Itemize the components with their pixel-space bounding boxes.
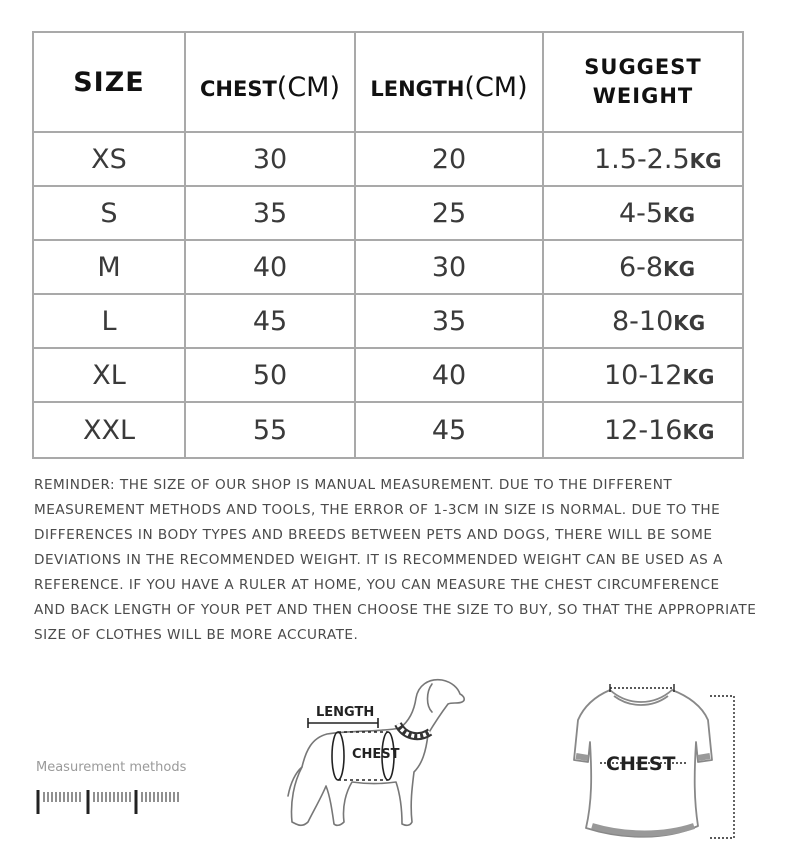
cell-length: 45: [356, 403, 544, 457]
cell-length: 20: [356, 133, 544, 187]
reminder-text: REMINDER: THE SIZE OF OUR SHOP IS MANUAL MEASUREMENT. DUE TO THE DIFFERENT MEASUREMENT METHODS AND TOOLS, THE ERROR OF 1-3CM IN SIZE IS NORMAL. DUE TO THE DIFFERENCES IN BODY TYPES AND BREEDS BETWEEN PETS AND DOGS, THERE WILL BE SOME DEVIATIONS IN THE RECOMMENDED WEIGHT. IT IS RECOMMENDED WEIGHT CAN BE USED AS A REFERENCE. IF YOU HAVE A RULER AT HOME, YOU CAN MEASURE THE CHEST CIRCUMFERENCE AND BACK LENGTH OF YOUR PET AND THEN CHOOSE THE SIZE TO BUY, SO THAT THE APPROPRIATE SIZE OF CLOTHES WILL BE MORE ACCURATE.: [34, 477, 757, 643]
cell-chest: 45: [186, 295, 356, 349]
cell-chest: 40: [186, 241, 356, 295]
cell-weight: 1.5-2.5KG: [544, 133, 742, 187]
cell-length: 25: [356, 187, 544, 241]
dog-measure-icon: [282, 672, 482, 842]
dog-chest-label: CHEST: [352, 747, 400, 762]
cell-size: S: [34, 187, 186, 241]
table-row: [34, 403, 742, 457]
table-row: [34, 295, 742, 349]
cell-size: XL: [34, 349, 186, 403]
shirt-chest-label: CHEST: [606, 753, 676, 775]
measurement-methods-label: Measurement methods: [36, 760, 187, 775]
cell-length: 30: [356, 241, 544, 295]
cell-weight: 4-5KG: [544, 187, 742, 241]
cell-chest: 35: [186, 187, 356, 241]
cell-chest: 50: [186, 349, 356, 403]
table-row: [34, 241, 742, 295]
cell-size: M: [34, 241, 186, 295]
cell-size: L: [34, 295, 186, 349]
header-chest: CHEST(CM): [186, 33, 356, 133]
cell-length: 40: [356, 349, 544, 403]
dog-length-label: LENGTH: [316, 705, 375, 720]
header-suggest-weight: SUGGEST WEIGHT: [544, 33, 742, 133]
table-row: [34, 133, 742, 187]
shirt-measure-icon: [570, 676, 770, 846]
cell-chest: 30: [186, 133, 356, 187]
cell-chest: 55: [186, 403, 356, 457]
header-size: SIZE: [34, 33, 186, 133]
header-length: LENGTH(CM): [356, 33, 544, 133]
cell-weight: 8-10KG: [544, 295, 742, 349]
cell-weight: 12-16KG: [604, 414, 715, 446]
cell-size: XS: [34, 133, 186, 187]
cell-weight: 6-8KG: [544, 241, 742, 295]
size-chart-table: [32, 31, 744, 459]
table-row: [34, 187, 742, 241]
table-row: [34, 349, 742, 403]
cell-size: XXL: [34, 403, 186, 457]
table-header-row: [34, 33, 742, 133]
cell-length: 35: [356, 295, 544, 349]
ruler-icon: [36, 786, 186, 818]
cell-weight: 10-12KG: [544, 349, 742, 403]
